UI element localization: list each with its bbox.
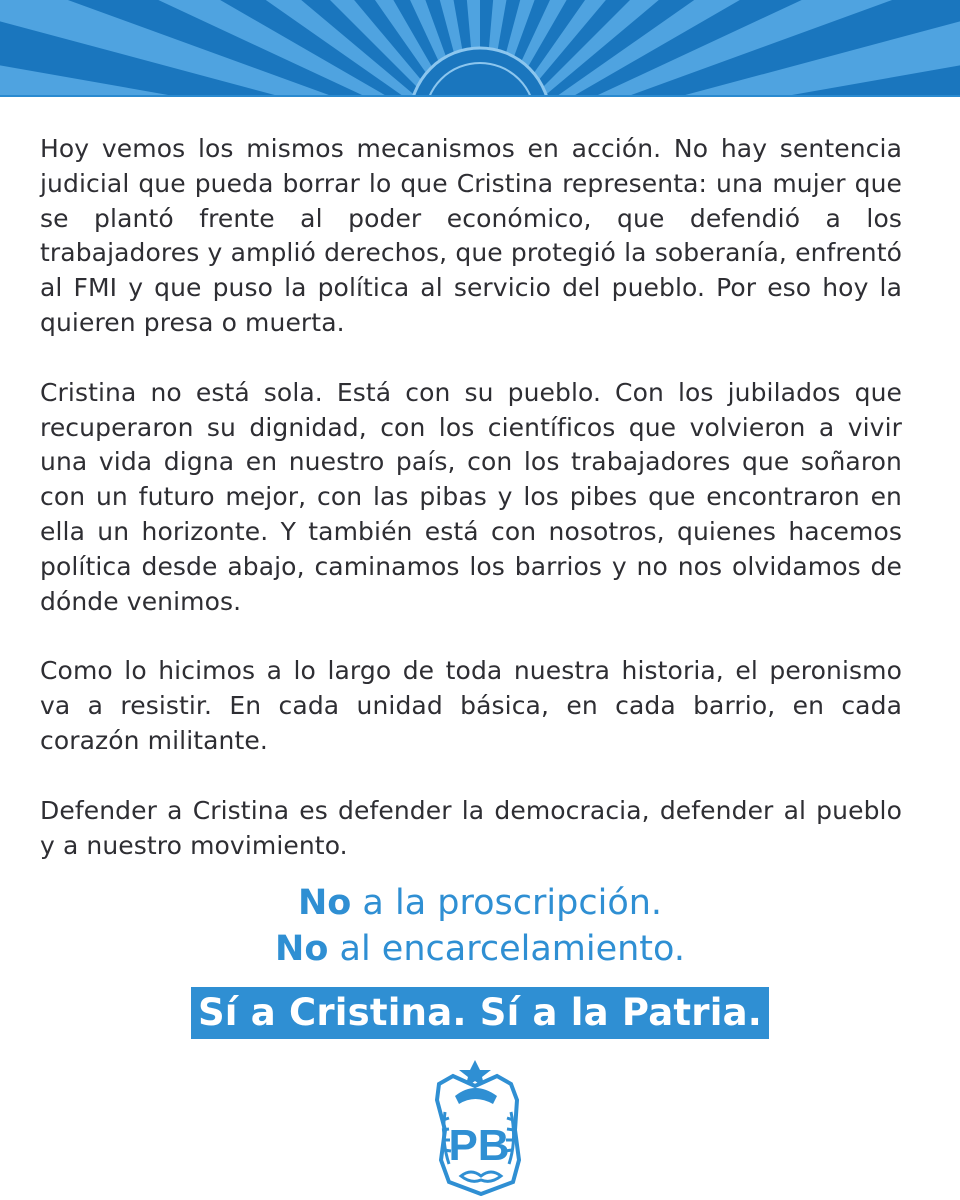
header-banner [0, 0, 960, 97]
paragraph-1: Hoy vemos los mismos mecanismos en acción. No hay sentencia judicial que pueda borrar lo que Cristina representa: una mujer que se plantó frente al poder económico, que defendió a los trabajadores y amplió derechos, que protegió la soberanía, enfrentó al FMI y que puso la política al servicio del pueblo. Por eso hoy la quieren presa o muerta. [40, 134, 902, 337]
pb-logo-graphic [431, 1060, 531, 1196]
slogan-proscripcion [0, 880, 960, 926]
paragraph-3: Como lo hicimos a lo largo de toda nuestra historia, el peronismo va a resistir. En cada unidad básica, en cada barrio, en cada corazón militante. [40, 656, 902, 755]
highlight-slogan-wrap [0, 987, 960, 1039]
banner-edge [0, 95, 960, 97]
slogan-2-rest: al encarcelamiento. [328, 929, 685, 969]
highlight-slogan: Sí a Cristina. Sí a la Patria. [191, 987, 769, 1039]
statement-body [40, 132, 902, 863]
slogan-encarcelamiento [0, 926, 960, 972]
paragraph-4: Defender a Cristina es defender la democracia, defender al pueblo y a nuestro movimiento. [40, 795, 902, 860]
sun-rays-banner-icon [0, 0, 960, 97]
paragraph-2: Cristina no está sola. Está con su pueblo. Con los jubilados que recuperaron su dignidad, con los científicos que volvieron a vivir una vida digna en nuestro país, con los trabajadores que soñaron con un futuro mejor, con las pibas y los pibes que encontraron en ella un horizonte. Y también está con nosotros, quienes hacemos política desde abajo, caminamos los barrios y no nos olvidamos de dónde venimos. [40, 377, 902, 616]
slogans [0, 880, 960, 972]
pb-shield-logo-icon [431, 1060, 531, 1196]
slogan-1-bold: No [297, 883, 352, 923]
logo-pb-text: PB [448, 1121, 510, 1170]
slogan-2-bold: No [275, 929, 329, 969]
slogan-1-rest: a la proscripción. [351, 883, 663, 923]
